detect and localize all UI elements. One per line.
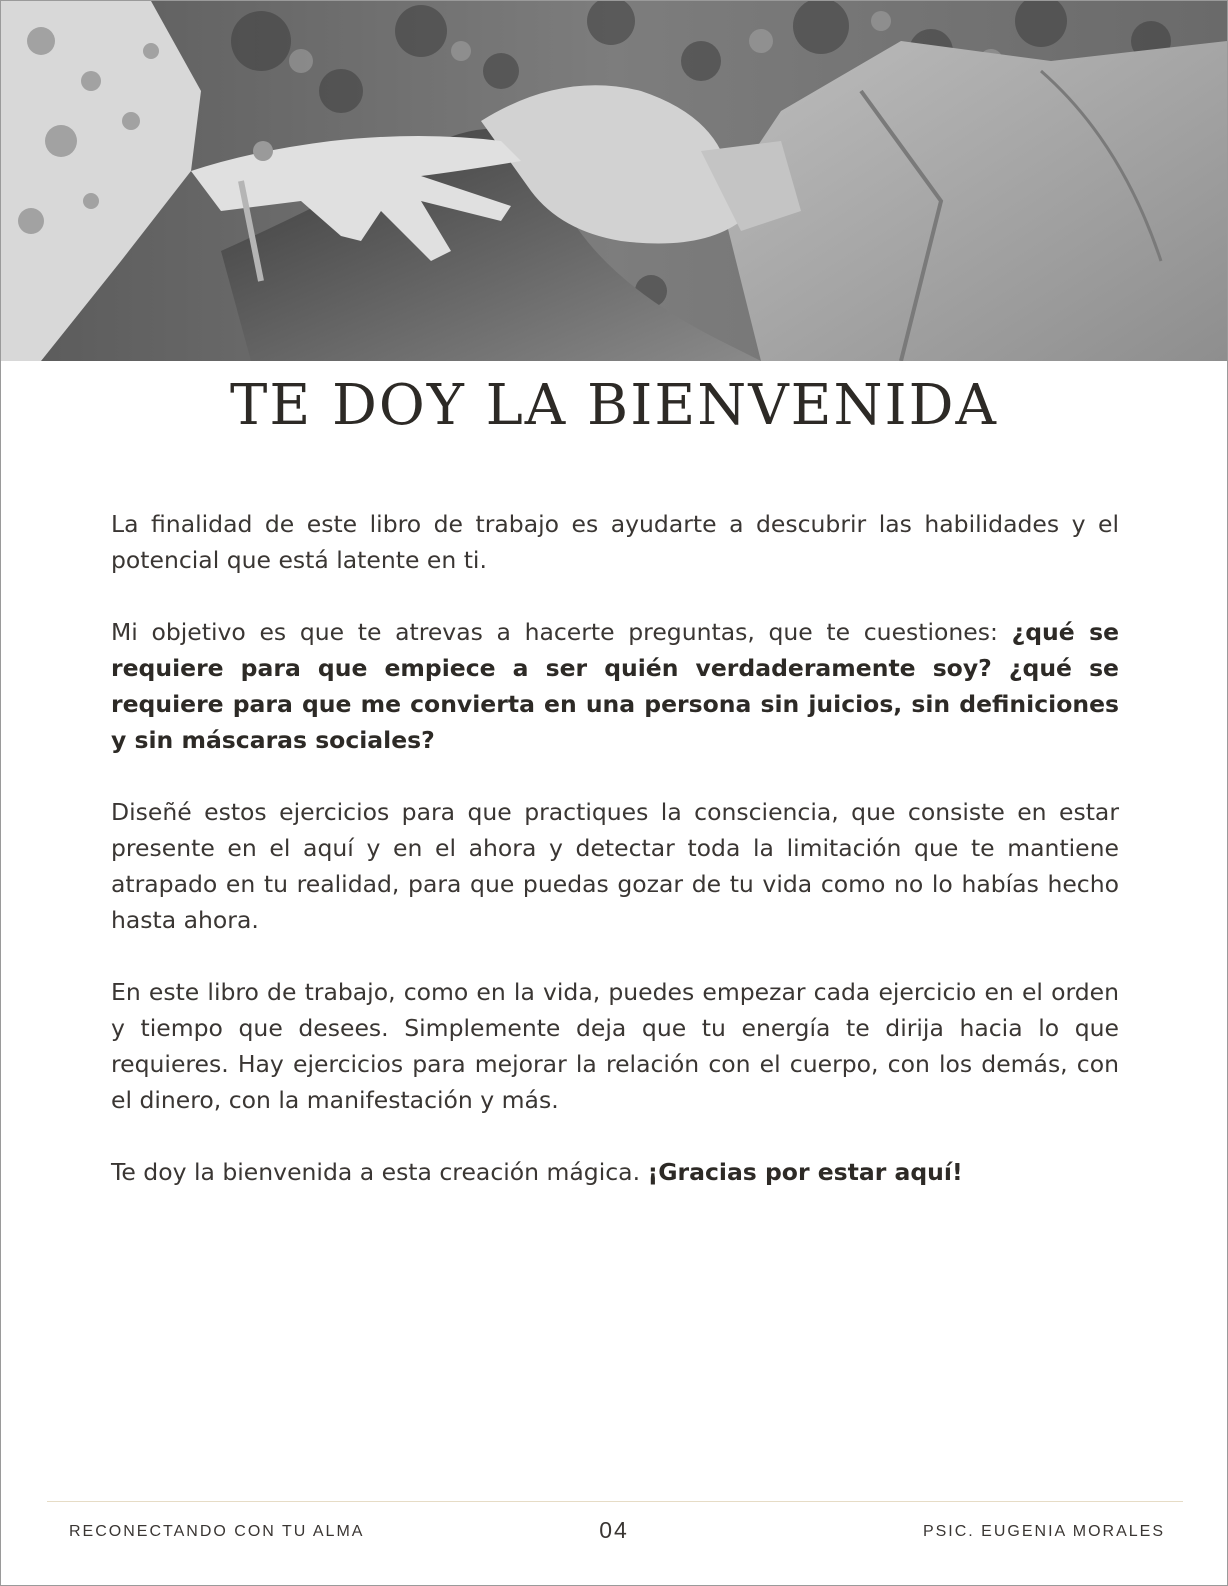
page-title: TE DOY LA BIENVENIDA bbox=[230, 373, 998, 438]
paragraph-1: La finalidad de este libro de trabajo es ayudarte a descubrir las habilidades y el potencial que está latente en ti. bbox=[111, 510, 1119, 574]
paragraph-5 bbox=[111, 1154, 1119, 1190]
footer-divider bbox=[47, 1501, 1183, 1502]
paragraph-3: Diseñé estos ejercicios para que practiques la consciencia, que consiste en estar presente en el aquí y en el ahora y detectar toda la limitación que te mantiene atrapado en tu realidad, para que puedas gozar de tu vida como no lo habías hecho hasta ahora. bbox=[111, 798, 1119, 934]
footer-author: PSIC. EUGENIA MORALES bbox=[922, 1523, 1165, 1540]
paragraph-2-text: Mi objetivo es que te atrevas a hacerte preguntas, que te cuestiones: bbox=[111, 618, 1012, 646]
page-number: 04 bbox=[599, 1517, 629, 1543]
body-text bbox=[111, 506, 1119, 1226]
paragraph-5-text: Te doy la bienvenida a esta creación mágica. bbox=[111, 1158, 648, 1186]
paragraph-5-thanks: ¡Gracias por estar aquí! bbox=[647, 1158, 963, 1186]
header-photo bbox=[1, 1, 1227, 361]
footer-book-title: RECONECTANDO CON TU ALMA bbox=[69, 1523, 365, 1540]
paragraph-2 bbox=[111, 614, 1119, 758]
paragraph-2-questions: ¿qué se requiere para que empiece a ser quién verdaderamente soy? ¿qué se requiere para que me convierta en una persona sin juicios, sin definiciones y sin máscaras sociales? bbox=[111, 618, 1120, 754]
paragraph-4: En este libro de trabajo, como en la vida, puedes empezar cada ejercicio en el orden y tiempo que desees. Simplemente deja que tu energía te dirija hacia lo que requieres. Hay ejercicios para mejorar la relación con el cuerpo, con los demás, con el dinero, con la manifestación y más. bbox=[111, 978, 1119, 1114]
